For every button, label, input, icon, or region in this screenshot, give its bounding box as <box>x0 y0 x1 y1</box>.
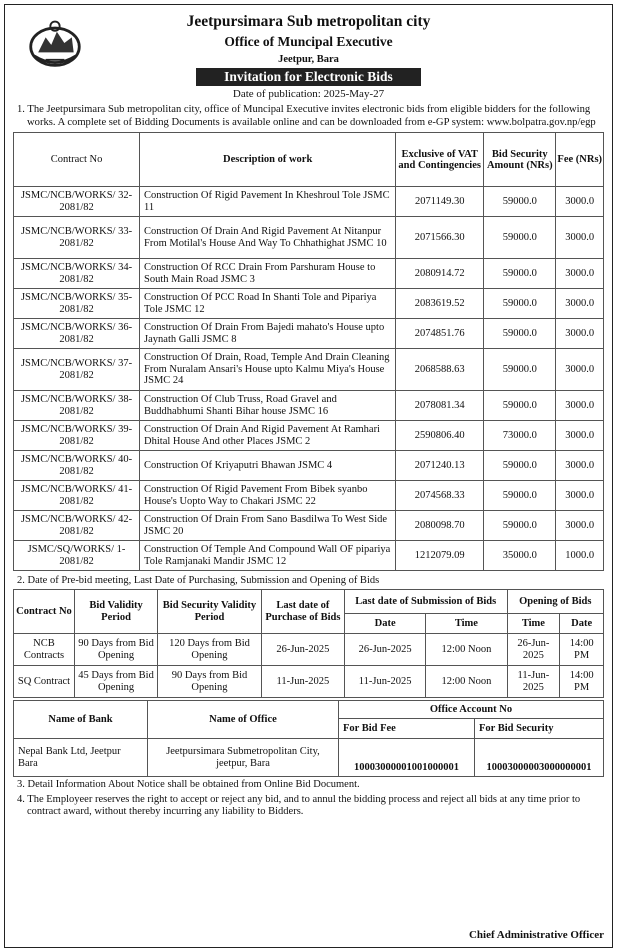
opening-date-cell: 14:00 PM <box>560 666 604 698</box>
amount-cell: 2078081.34 <box>396 391 484 421</box>
submission-date-cell: 26-Jun-2025 <box>345 634 426 666</box>
contract-no-cell: JSMC/NCB/WORKS/ 38-2081/82 <box>14 391 140 421</box>
bank-table <box>13 700 604 777</box>
amount-cell: 2590806.40 <box>396 421 484 451</box>
fee-cell: 3000.0 <box>556 289 604 319</box>
dates-col-purchase: Last date of Purchase of Bids <box>261 590 344 634</box>
nepal-emblem-icon <box>27 15 83 71</box>
opening-time-cell: 11-Jun-2025 <box>507 666 560 698</box>
fee-cell: 3000.0 <box>556 511 604 541</box>
bid-security-cell: 73000.0 <box>484 421 556 451</box>
table-row <box>14 541 604 571</box>
table-row <box>14 349 604 391</box>
security-validity-cell: 90 Days from Bid Opening <box>158 666 262 698</box>
signature: Chief Administrative Officer <box>468 929 604 941</box>
section-2-title: 2. Date of Pre-bid meeting, Last Date of Purchasing, Submission and Opening of Bids <box>17 575 380 586</box>
dates-col-validity: Bid Validity Period <box>74 590 157 634</box>
note-4: 4. The Employeer reserves the right to accept or reject any bid, and to annul the bidding process and reject all bids at any time prior to contract award, without thereby incurring any liability to Bidders. <box>17 793 581 817</box>
table-row <box>14 289 604 319</box>
dates-contract-cell: NCB Contracts <box>14 634 75 666</box>
opening-time-cell: 26-Jun-2025 <box>507 634 560 666</box>
validity-cell: 90 Days from Bid Opening <box>74 634 157 666</box>
dates-contract-cell: SQ Contract <box>14 666 75 698</box>
table-row <box>14 481 604 511</box>
works-table <box>13 132 604 571</box>
description-cell: Construction Of Kriyaputri Bhawan JSMC 4 <box>140 451 396 481</box>
amount-cell: 2080914.72 <box>396 259 484 289</box>
contract-no-cell: JSMC/NCB/WORKS/ 40-2081/82 <box>14 451 140 481</box>
description-cell: Construction Of Drain From Sano Basdilwa To West Side JSMC 20 <box>140 511 396 541</box>
bank-col-account: Office Account No <box>338 701 603 719</box>
amount-cell: 1212079.09 <box>396 541 484 571</box>
purchase-date-cell: 11-Jun-2025 <box>261 666 344 698</box>
opening-date-cell: 14:00 PM <box>560 634 604 666</box>
submission-date-cell: 11-Jun-2025 <box>345 666 426 698</box>
bank-col-fee: For Bid Fee <box>338 719 474 739</box>
description-cell: Construction Of Drain And Rigid Pavement At Ramhari Dhital House And other Places JSMC 2 <box>140 421 396 451</box>
fee-account-number: 10003000001001000001 <box>338 739 474 777</box>
table-row <box>14 421 604 451</box>
description-cell: Construction Of Drain And Rigid Pavement At Nitanpur From Motilal's House And Way To Chhathighat JSMC 10 <box>140 217 396 259</box>
bid-security-cell: 59000.0 <box>484 259 556 289</box>
bid-security-cell: 59000.0 <box>484 511 556 541</box>
dates-col-contract: Contract No <box>14 590 75 634</box>
bid-security-cell: 59000.0 <box>484 391 556 421</box>
contract-no-cell: JSMC/NCB/WORKS/ 39-2081/82 <box>14 421 140 451</box>
description-cell: Construction Of Rigid Pavement From Bibek syanbo House's Uopto Way to Chakari JSMC 22 <box>140 481 396 511</box>
security-validity-cell: 120 Days from Bid Opening <box>158 634 262 666</box>
col-fee: Fee (NRs) <box>556 133 604 187</box>
bid-security-cell: 59000.0 <box>484 217 556 259</box>
notice-banner: Invitation for Electronic Bids <box>196 68 421 86</box>
amount-cell: 2071149.30 <box>396 187 484 217</box>
contract-no-cell: JSMC/NCB/WORKS/ 32-2081/82 <box>14 187 140 217</box>
contract-no-cell: JSMC/NCB/WORKS/ 42-2081/82 <box>14 511 140 541</box>
dates-col-submission: Last date of Submission of Bids <box>345 590 507 614</box>
contract-no-cell: JSMC/NCB/WORKS/ 34-2081/82 <box>14 259 140 289</box>
bank-col-bank: Name of Bank <box>14 701 148 739</box>
col-bid-security: Bid Security Amount (NRs) <box>484 133 556 187</box>
table-row <box>14 391 604 421</box>
table-row <box>14 259 604 289</box>
contract-no-cell: JSMC/SQ/WORKS/ 1-2081/82 <box>14 541 140 571</box>
office-name-cell: Jeetpursimara Submetropolitan City, jeetpur, Bara <box>148 739 339 777</box>
bid-security-cell: 35000.0 <box>484 541 556 571</box>
bid-security-cell: 59000.0 <box>484 289 556 319</box>
fee-cell: 3000.0 <box>556 481 604 511</box>
security-account-number: 10003000003000000001 <box>475 739 604 777</box>
purchase-date-cell: 26-Jun-2025 <box>261 634 344 666</box>
submission-time-cell: 12:00 Noon <box>426 634 507 666</box>
open-time-header: Time <box>507 614 560 634</box>
description-cell: Construction Of PCC Road In Shanti Tole and Pipariya Tole JSMC 12 <box>140 289 396 319</box>
bank-col-office: Name of Office <box>148 701 339 739</box>
submission-time-cell: 12:00 Noon <box>426 666 507 698</box>
bid-security-cell: 59000.0 <box>484 319 556 349</box>
amount-cell: 2068588.63 <box>396 349 484 391</box>
header <box>13 9 604 101</box>
sub-time-header: Time <box>426 614 507 634</box>
city-name: Jeetpursimara Sub metropolitan city <box>186 13 431 30</box>
description-cell: Construction Of Club Truss, Road Gravel and Buddhabhumi Shanti Bihar house JSMC 16 <box>140 391 396 421</box>
table-row <box>14 451 604 481</box>
amount-cell: 2071240.13 <box>396 451 484 481</box>
note-3: 3. Detail Information About Notice shall be obtained from Online Bid Document. <box>17 779 360 790</box>
publication-date: Date of publication: 2025-May-27 <box>232 88 385 100</box>
description-cell: Construction Of Drain From Bajedi mahato's House upto Jaynath Galli JSMC 8 <box>140 319 396 349</box>
contract-no-cell: JSMC/NCB/WORKS/ 33-2081/82 <box>14 217 140 259</box>
contract-no-cell: JSMC/NCB/WORKS/ 35-2081/82 <box>14 289 140 319</box>
contract-no-cell: JSMC/NCB/WORKS/ 37-2081/82 <box>14 349 140 391</box>
bid-security-cell: 59000.0 <box>484 187 556 217</box>
dates-col-security-validity: Bid Security Validity Period <box>158 590 262 634</box>
notice-page <box>4 4 613 948</box>
description-cell: Construction Of Drain, Road, Temple And Drain Cleaning From Nuralam Ansari's House upto Kalmu Miya's House JSMC 24 <box>140 349 396 391</box>
sub-date-header: Date <box>345 614 426 634</box>
office-name: Office of Muncipal Executive <box>224 34 393 49</box>
table-row <box>14 666 604 698</box>
fee-cell: 3000.0 <box>556 421 604 451</box>
table-row <box>14 511 604 541</box>
open-date-header: Date <box>560 614 604 634</box>
amount-cell: 2071566.30 <box>396 217 484 259</box>
contract-no-cell: JSMC/NCB/WORKS/ 41-2081/82 <box>14 481 140 511</box>
fee-cell: 3000.0 <box>556 391 604 421</box>
fee-cell: 3000.0 <box>556 217 604 259</box>
amount-cell: 2083619.52 <box>396 289 484 319</box>
intro-paragraph: 1. The Jeetpursimara Sub metropolitan city, office of Muncipal Executive invites electronic bids from eligible bidders for the following works. A complete set of Bidding Documents is available online and can be downloaded from e-GP system: www.bolpatra.gov.np/egp <box>17 104 596 128</box>
fee-cell: 3000.0 <box>556 187 604 217</box>
bid-security-cell: 59000.0 <box>484 481 556 511</box>
table-row <box>14 634 604 666</box>
description-cell: Construction Of Rigid Pavement In Kheshroul Tole JSMC 11 <box>140 187 396 217</box>
amount-cell: 2074568.33 <box>396 481 484 511</box>
bid-security-cell: 59000.0 <box>484 451 556 481</box>
fee-cell: 3000.0 <box>556 259 604 289</box>
table-row <box>14 217 604 259</box>
fee-cell: 1000.0 <box>556 541 604 571</box>
bid-security-cell: 59000.0 <box>484 349 556 391</box>
dates-table <box>13 589 604 698</box>
amount-cell: 2074851.76 <box>396 319 484 349</box>
fee-cell: 3000.0 <box>556 349 604 391</box>
table-row <box>14 319 604 349</box>
office-address: Jeetpur, Bara <box>278 54 339 65</box>
col-description: Description of work <box>140 133 396 187</box>
description-cell: Construction Of Temple And Compound Wall OF pipariya Tole Ramjanaki Mandir JSMC 12 <box>140 541 396 571</box>
fee-cell: 3000.0 <box>556 451 604 481</box>
col-contract-no: Contract No <box>14 133 140 187</box>
table-row <box>14 187 604 217</box>
validity-cell: 45 Days from Bid Opening <box>74 666 157 698</box>
contract-no-cell: JSMC/NCB/WORKS/ 36-2081/82 <box>14 319 140 349</box>
description-cell: Construction Of RCC Drain From Parshuram House to South Main Road JSMC 3 <box>140 259 396 289</box>
bank-col-security: For Bid Security <box>475 719 604 739</box>
fee-cell: 3000.0 <box>556 319 604 349</box>
bank-name: Nepal Bank Ltd, Jeetpur Bara <box>14 739 148 777</box>
amount-cell: 2080098.70 <box>396 511 484 541</box>
col-amount: Exclusive of VAT and Contingencies <box>396 133 484 187</box>
dates-col-opening: Opening of Bids <box>507 590 604 614</box>
